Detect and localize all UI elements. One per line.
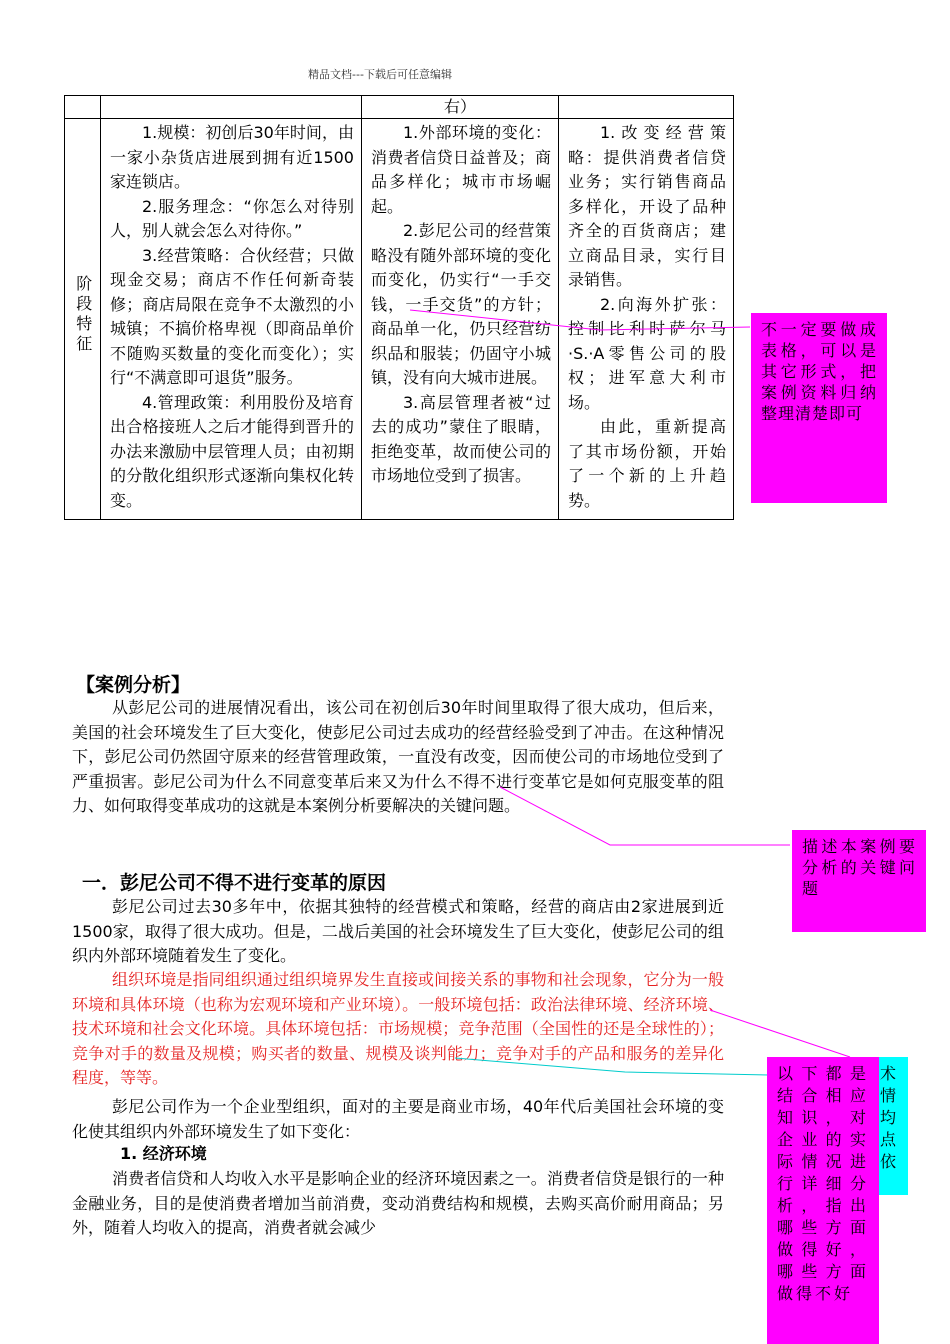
section-paragraph: 消费者信贷和人均收入水平是影响企业的经济环境因素之一。消费者信贷是银行的一种金融业务，目的是使消费者增加当前消费，变动消费结构和规模，去购买高价耐用商品；另外，随着人均收入的提高，消费者就会减少 [72, 1169, 724, 1237]
page-header-note: 精品文档---下载后可任意编辑 [308, 68, 452, 81]
section-paragraph: 彭尼公司作为一个企业型组织，面对的主要是商业市场，40年代后美国社会环境的变化使其组织内外部环境发生了如下变化： [72, 1097, 724, 1141]
cell-paragraph: 3.经营策略：合伙经营；只做现金交易；商店不作任何新奇装修；商店局限在竞争不太激烈的小城镇；不搞价格卑视（即商品单价不随购买数量的变化而变化）；实行“不满意即可退货”服务。 [110, 245, 354, 387]
cell-paragraph: 2.彭尼公司的经营策略没有随外部环境的变化而变化，仍实行“一手交钱，一手交货”的方针；商品单一化，仍只经营纺织品和服装；仍固守小城镇，没有向大城市进展。 [371, 221, 551, 387]
case-analysis-title: 【案例分析】 [76, 674, 191, 696]
comment-note-analysis: 以下都是结合相应知识，对企业的实际情况进行详细分析，指出哪些方面做得好，哪些方面做得不好 [767, 1057, 879, 1344]
connector-line [410, 310, 750, 330]
cell-paragraph: 2.服务理念：“你怎么对待别人，别人就会怎么对待你。” [110, 196, 354, 240]
section-paragraph: 彭尼公司过去30多年中，依据其独特的经营模式和策略，经营的商店由2家进展到近1500家，取得了很大成功。但是，二战后美国的社会环境发生了巨大变化，使彭尼公司的组织内外部环境随着发生了变化。 [72, 897, 724, 965]
environment-definition-paragraph: 组织环境是指同组织通过组织境界发生直接或间接关系的事物和社会现象，它分为一般环境和具体环境（也称为宏观环境和产业环境）。一般环境包括：政治法律环境、经济环境、技术环境和社会文化环境。具体环境包括：市场规模；竞争范围（全国性的还是全球性的）；竞争对手的数量及规模；购买者的数量、规模及谈判能力；竞争对手的产品和服务的差异化程度，等等。 [72, 970, 724, 1087]
section-heading: 一．彭尼公司不得不进行变革的原因 [82, 872, 387, 894]
table-cell: 右） [362, 96, 559, 119]
cell-paragraph: 由此，重新提高了其市场份额，开始了一个新的上升趋势。 [568, 417, 726, 510]
stage-feature-label: 阶段特征 [73, 275, 93, 356]
cell-paragraph: 3.高层管理者被“过去的成功”蒙住了眼睛，拒绝变革，故而使公司的市场地位受到了损害。 [371, 392, 551, 485]
connector-line [500, 787, 790, 845]
connector-line [710, 1010, 850, 1057]
case-analysis-paragraph: 从彭尼公司的进展情况看出，该公司在初创后30年时间里取得了很大成功，但后来，美国的社会环境发生了巨大变化，使彭尼公司过去成功的经营经验受到了冲击。在这种情况下，彭尼公司仍然固守原来的经营管理政策，一直没有改变，因而使公司的市场地位受到了严重损害。彭尼公司为什么不同意变革后来又为什么不得不进行变革它是如何克服变革的阻力、如何取得变革成功的这就是本案例分析要解决的关键问题。 [72, 698, 724, 815]
cell-paragraph: 1.规模：初创后30年时间，由一家小杂货店进展到拥有近1500家连锁店。 [110, 123, 354, 191]
comment-note-format: 不一定要做成表格，可以是其它形式，把案例资料归纳整理清楚即可 [751, 313, 887, 503]
connector-line [455, 1058, 770, 1075]
cell-paragraph: 1.改变经营策略：提供消费者信贷业务；实行销售商品多样化，开设了品种齐全的百货商店；建立商品目录，实行目录销售。 [568, 123, 726, 289]
cell-paragraph: 1.外部环境的变化：消费者信贷日益普及；商品多样化；城市市场崛起。 [371, 123, 551, 216]
cell-paragraph: 2.向海外扩张：控制比利时萨尔马·S.·A零售公司的股权；进军意大利市场。 [568, 294, 726, 412]
comment-note-key-question: 描述本案例要分析的关键问题 [792, 830, 926, 932]
cell-paragraph: 4.管理政策：利用股份及培育出合格接班人之后才能得到晋升的办法来激励中层管理人员；由初期的分散化组织形式逐渐向集权化转变。 [110, 392, 354, 510]
sub-heading-economic-environment: 1. 经济环境 [120, 1144, 207, 1163]
comment-note-cyan: 术情均点依 [876, 1057, 908, 1195]
